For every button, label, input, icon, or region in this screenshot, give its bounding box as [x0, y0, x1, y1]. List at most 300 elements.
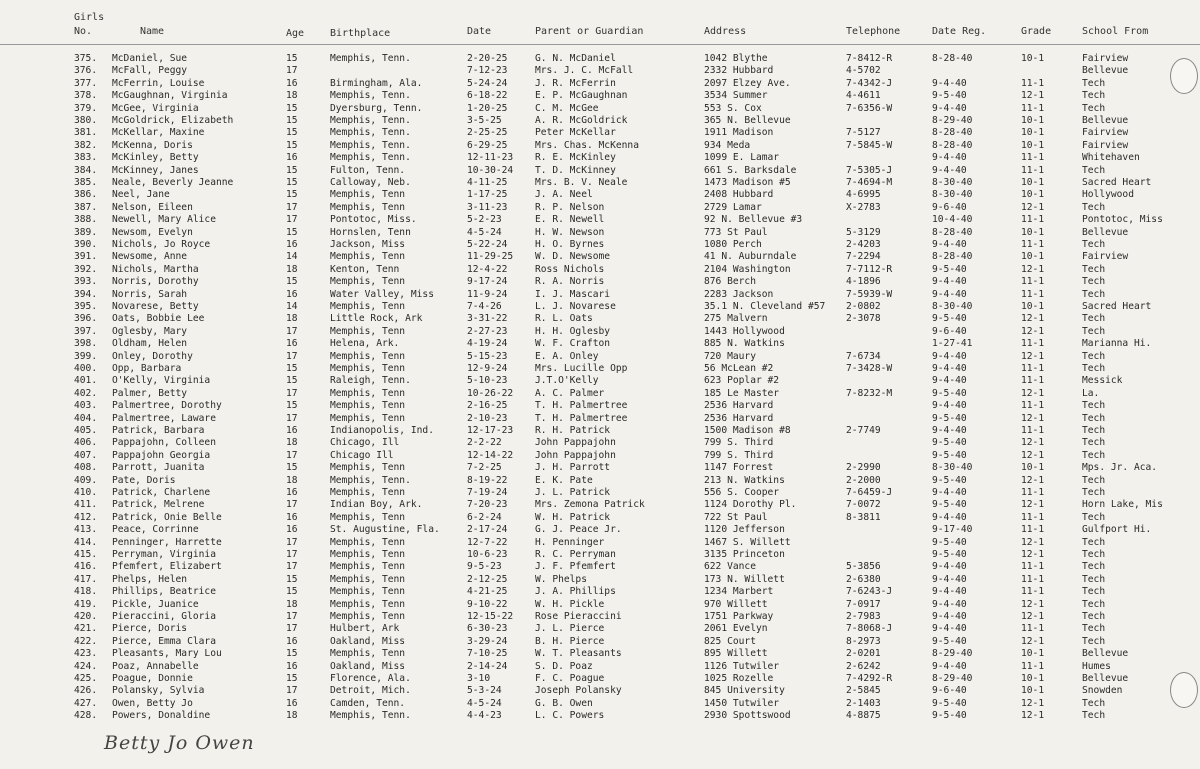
cell-name: Patrick, Charlene [112, 487, 211, 498]
cell-telephone: 7-6356-W [846, 102, 893, 114]
cell-school-from: Tech [1082, 474, 1106, 486]
cell-age: 16 [286, 425, 298, 436]
cell-parent: John Pappajohn [535, 449, 616, 461]
cell-age: 15 [286, 177, 298, 188]
cell-age: 16 [286, 660, 298, 672]
cell-name: Opp, Barbara [112, 363, 182, 374]
cell-telephone: 4-1896 [846, 276, 881, 288]
cell-telephone: 7-5305-J [846, 164, 893, 176]
cell-date: 7-20-23 [467, 499, 508, 511]
table-row [0, 251, 1200, 263]
cell-date: 6-30-23 [467, 623, 508, 635]
cell-date-reg: 9-4-40 [932, 586, 967, 598]
cell-telephone: 2-6380 [846, 573, 881, 585]
cell-parent: W. H. Pickle [535, 598, 605, 610]
cell-number: 402. [74, 387, 98, 399]
cell-date-reg: 9-5-40 [932, 697, 967, 709]
cell-age: 17 [286, 685, 298, 697]
cell-school-from: Tech [1082, 90, 1106, 102]
cell-address: 1120 Jefferson [704, 524, 785, 536]
cell-school-from: Tech [1082, 449, 1106, 461]
cell-parent: R. A. Norris [535, 276, 605, 288]
cell-age: 15 [286, 53, 298, 64]
cell-parent: T. D. McKinney [535, 164, 616, 176]
cell-address: 1443 Hollywood [704, 325, 785, 337]
table-row [0, 648, 1200, 660]
cell-address: 622 Vance [704, 561, 756, 573]
cell-school-from: Tech [1082, 697, 1106, 709]
cell-school-from: Messick [1082, 375, 1123, 387]
cell-telephone: 2-4203 [846, 239, 881, 250]
cell-grade: 12-1 [1021, 536, 1045, 548]
cell-date: 12-9-24 [467, 363, 508, 374]
cell-birthplace: Florence, Ala. [330, 673, 411, 684]
cell-number: 425. [74, 673, 98, 684]
cell-parent: R. C. Perryman [535, 549, 616, 560]
cell-name: Neel, Jane [112, 189, 170, 201]
cell-telephone: 4-5702 [846, 65, 881, 77]
table-row [0, 127, 1200, 139]
header-no: No. [74, 26, 93, 37]
cell-date: 3-29-24 [467, 635, 508, 647]
table-row [0, 512, 1200, 524]
cell-date: 6-29-25 [467, 139, 508, 151]
cell-date-reg: 9-5-40 [932, 90, 967, 102]
cell-date-reg: 9-5-40 [932, 313, 967, 325]
cell-date: 3-11-23 [467, 201, 508, 213]
cell-birthplace: Birmingham, Ala. [330, 77, 423, 89]
cell-number: 420. [74, 611, 98, 622]
cell-birthplace: Memphis, Tenn [330, 487, 406, 498]
cell-age: 15 [286, 462, 298, 474]
cell-address: 825 Court [704, 635, 756, 647]
cell-birthplace: Oakland, Miss [330, 660, 406, 672]
cell-birthplace: Memphis, Tenn [330, 598, 406, 610]
cell-school-from: Tech [1082, 325, 1106, 337]
cell-telephone: 7-2294 [846, 251, 881, 263]
cell-date: 9-17-24 [467, 276, 508, 288]
cell-date: 5-2-23 [467, 214, 502, 226]
cell-number: 381. [74, 127, 98, 139]
cell-grade: 11-1 [1021, 363, 1045, 374]
cell-birthplace: Memphis, Tenn [330, 648, 406, 660]
cell-grade: 12-1 [1021, 387, 1045, 399]
cell-date: 3-5-25 [467, 115, 502, 126]
cell-date: 7-10-25 [467, 648, 508, 660]
cell-parent: J. L. Patrick [535, 487, 611, 498]
cell-name: Parrott, Juanita [112, 462, 205, 474]
cell-number: 378. [74, 90, 98, 102]
table-row [0, 363, 1200, 375]
cell-birthplace: Memphis, Tenn [330, 573, 406, 585]
cell-name: Nelson, Eileen [112, 201, 193, 213]
cell-grade: 12-1 [1021, 437, 1045, 449]
cell-school-from: Tech [1082, 263, 1106, 275]
cell-name: McKinney, Janes [112, 164, 199, 176]
cell-telephone: 7-3428-W [846, 363, 893, 374]
signature: Betty Jo Owen [104, 732, 255, 754]
cell-parent: E. R. Newell [535, 214, 605, 226]
table-row [0, 425, 1200, 437]
table-row [0, 599, 1200, 611]
cell-age: 17 [286, 549, 298, 560]
cell-birthplace: Memphis, Tenn [330, 611, 406, 622]
header-grade: Grade [1021, 26, 1052, 37]
cell-number: 377. [74, 77, 98, 89]
cell-number: 416. [74, 561, 98, 573]
cell-school-from: Tech [1082, 288, 1106, 300]
cell-grade: 12-1 [1021, 313, 1045, 325]
cell-address: 2408 Hubbard [704, 189, 774, 201]
cell-date-reg: 9-5-40 [932, 536, 967, 548]
table-row [0, 189, 1200, 201]
cell-birthplace: Kenton, Tenn [330, 263, 400, 275]
cell-name: Pierce, Emma Clara [112, 635, 216, 647]
cell-date-reg: 9-5-40 [932, 710, 967, 722]
cell-parent: Joseph Polansky [535, 685, 622, 697]
cell-date: 12-17-23 [467, 425, 514, 436]
cell-school-from: Tech [1082, 536, 1106, 548]
cell-birthplace: Memphis, Tenn. [330, 139, 411, 151]
table-row [0, 301, 1200, 313]
cell-birthplace: Indian Boy, Ark. [330, 499, 423, 511]
cell-school-from: Tech [1082, 586, 1106, 598]
cell-name: Nichols, Martha [112, 263, 199, 275]
cell-parent: J. L. Pierce [535, 623, 605, 635]
cell-age: 15 [286, 115, 298, 126]
header-parent: Parent or Guardian [535, 26, 644, 37]
cell-number: 389. [74, 226, 98, 238]
cell-parent: S. D. Poaz [535, 660, 593, 672]
cell-parent: A. R. McGoldrick [535, 115, 628, 126]
cell-name: McGoldrick, Elizabeth [112, 115, 234, 126]
cell-grade: 12-1 [1021, 350, 1045, 362]
cell-name: Palmertree, Dorothy [112, 400, 222, 412]
table-row [0, 264, 1200, 276]
cell-date: 5-15-23 [467, 350, 508, 362]
cell-number: 386. [74, 189, 98, 201]
cell-telephone: 7-7112-R [846, 263, 893, 275]
cell-date: 3-31-22 [467, 313, 508, 325]
cell-age: 15 [286, 673, 298, 684]
cell-grade: 10-1 [1021, 127, 1045, 139]
cell-address: 41 N. Auburndale [704, 251, 797, 263]
cell-telephone: 7-6459-J [846, 487, 893, 498]
cell-date-reg: 9-4-40 [932, 363, 967, 374]
cell-name: McKellar, Maxine [112, 127, 205, 139]
header-girls: Girls [74, 12, 105, 23]
cell-parent: Ross Nichols [535, 263, 605, 275]
cell-address: 1473 Madison #5 [704, 177, 791, 188]
cell-name: Pierce, Doris [112, 623, 188, 635]
table-row [0, 400, 1200, 412]
cell-date: 6-2-24 [467, 511, 502, 523]
cell-parent: Mrs. B. V. Neale [535, 177, 628, 188]
cell-date-reg: 8-30-40 [932, 462, 973, 474]
cell-number: 379. [74, 102, 98, 114]
cell-date: 11-29-25 [467, 251, 514, 263]
table-row [0, 152, 1200, 164]
cell-age: 16 [286, 511, 298, 523]
cell-name: Palmertree, Laware [112, 412, 216, 424]
cell-grade: 10-1 [1021, 673, 1045, 684]
cell-school-from: Mps. Jr. Aca. [1082, 462, 1158, 474]
cell-parent: Peter McKellar [535, 127, 616, 139]
cell-school-from: Tech [1082, 598, 1106, 610]
cell-number: 418. [74, 586, 98, 598]
cell-date-reg: 9-4-40 [932, 239, 967, 250]
cell-number: 410. [74, 487, 98, 498]
cell-address: 3534 Summer [704, 90, 768, 102]
cell-name: Pieraccini, Gloria [112, 611, 216, 622]
cell-number: 383. [74, 152, 98, 164]
cell-parent: G. J. Peace Jr. [535, 524, 622, 536]
cell-birthplace: Helena, Ark. [330, 338, 400, 350]
cell-address: 1147 Forrest [704, 462, 774, 474]
cell-date-reg: 9-6-40 [932, 325, 967, 337]
cell-telephone: 7-8068-J [846, 623, 893, 635]
cell-school-from: Fairview [1082, 251, 1129, 263]
cell-age: 17 [286, 611, 298, 622]
cell-parent: A. C. Palmer [535, 387, 605, 399]
cell-date-reg: 8-28-40 [932, 127, 973, 139]
cell-date-reg: 9-5-40 [932, 387, 967, 399]
cell-number: 415. [74, 549, 98, 560]
cell-address: 365 N. Bellevue [704, 115, 791, 126]
cell-grade: 11-1 [1021, 623, 1045, 635]
cell-address: 885 N. Watkins [704, 338, 785, 350]
header-birthplace: Birthplace [330, 28, 391, 39]
cell-birthplace: Memphis, Tenn [330, 189, 406, 201]
cell-name: Pappajohn, Colleen [112, 437, 216, 449]
cell-telephone: 2-0802 [846, 301, 881, 312]
table-row [0, 177, 1200, 189]
cell-birthplace: Memphis, Tenn. [330, 53, 411, 64]
table-row [0, 450, 1200, 462]
cell-school-from: Tech [1082, 350, 1106, 362]
cell-name: Perryman, Virginia [112, 549, 216, 560]
cell-grade: 10-1 [1021, 177, 1045, 188]
cell-school-from: Pontotoc, Miss [1082, 214, 1163, 226]
cell-parent: R. E. McKinley [535, 152, 616, 164]
cell-number: 406. [74, 437, 98, 449]
cell-date-reg: 8-28-40 [932, 139, 973, 151]
cell-telephone: 7-4292-R [846, 673, 893, 684]
cell-date: 2-10-23 [467, 412, 508, 424]
cell-parent: J. R. McFerrin [535, 77, 616, 89]
cell-grade: 11-1 [1021, 152, 1045, 164]
cell-date: 2-25-25 [467, 127, 508, 139]
cell-parent: John Pappajohn [535, 437, 616, 449]
cell-name: Polansky, Sylvia [112, 685, 205, 697]
cell-date-reg: 9-4-40 [932, 511, 967, 523]
cell-name: O'Kelly, Virginia [112, 375, 211, 387]
cell-date-reg: 8-28-40 [932, 251, 973, 263]
cell-name: Pappajohn Georgia [112, 449, 211, 461]
cell-name: Newsome, Anne [112, 251, 188, 263]
header-address: Address [704, 26, 747, 37]
cell-telephone: 2-7983 [846, 611, 881, 622]
cell-number: 395. [74, 301, 98, 312]
table-row [0, 623, 1200, 635]
cell-date: 5-3-24 [467, 685, 502, 697]
cell-school-from: Tech [1082, 412, 1106, 424]
cell-school-from: Humes [1082, 660, 1111, 672]
table-row [0, 202, 1200, 214]
cell-number: 382. [74, 139, 98, 151]
table-row [0, 313, 1200, 325]
cell-date: 4-4-23 [467, 710, 502, 722]
cell-age: 16 [286, 338, 298, 350]
cell-parent: J. A. Neel [535, 189, 593, 201]
table-row [0, 487, 1200, 499]
cell-name: Palmer, Betty [112, 387, 188, 399]
cell-birthplace: Memphis, Tenn [330, 201, 406, 213]
cell-number: 376. [74, 65, 98, 77]
cell-parent: G. N. McDaniel [535, 53, 616, 64]
cell-age: 15 [286, 102, 298, 114]
cell-name: Oats, Bobbie Lee [112, 313, 205, 325]
cell-number: 403. [74, 400, 98, 412]
cell-grade: 10-1 [1021, 301, 1045, 312]
cell-address: 556 S. Cooper [704, 487, 780, 498]
cell-school-from: Tech [1082, 710, 1106, 722]
cell-parent: J.T.O'Kelly [535, 375, 599, 387]
cell-grade: 11-1 [1021, 487, 1045, 498]
cell-grade: 12-1 [1021, 474, 1045, 486]
cell-date: 5-22-24 [467, 239, 508, 250]
cell-birthplace: Memphis, Tenn. [330, 90, 411, 102]
cell-number: 405. [74, 425, 98, 436]
table-row [0, 326, 1200, 338]
cell-date: 2-16-25 [467, 400, 508, 412]
cell-address: 1025 Rozelle [704, 673, 774, 684]
cell-address: 2729 Lamar [704, 201, 762, 213]
cell-name: McDaniel, Sue [112, 53, 188, 64]
cell-birthplace: Memphis, Tenn. [330, 127, 411, 139]
cell-school-from: Tech [1082, 487, 1106, 498]
cell-number: 391. [74, 251, 98, 263]
cell-address: 845 University [704, 685, 785, 697]
cell-grade: 12-1 [1021, 201, 1045, 213]
cell-grade: 11-1 [1021, 164, 1045, 176]
cell-age: 15 [286, 189, 298, 201]
cell-date-reg: 9-4-40 [932, 77, 967, 89]
cell-name: Newsom, Evelyn [112, 226, 193, 238]
cell-address: 623 Poplar #2 [704, 375, 780, 387]
cell-date: 12-15-22 [467, 611, 514, 622]
cell-birthplace: Memphis, Tenn [330, 561, 406, 573]
cell-school-from: Tech [1082, 164, 1106, 176]
cell-address: 173 N. Willett [704, 573, 785, 585]
cell-date: 9-10-22 [467, 598, 508, 610]
cell-number: 419. [74, 598, 98, 610]
cell-age: 15 [286, 127, 298, 139]
header-telephone: Telephone [846, 26, 901, 37]
cell-address: 1080 Perch [704, 239, 762, 250]
cell-grade: 12-1 [1021, 611, 1045, 622]
cell-date-reg: 9-4-40 [932, 288, 967, 300]
cell-number: 424. [74, 660, 98, 672]
cell-parent: Rose Pieraccini [535, 611, 622, 622]
cell-parent: R. L. Oats [535, 313, 593, 325]
cell-address: 970 Willett [704, 598, 768, 610]
cell-parent: J. H. Parrott [535, 462, 611, 474]
table-row [0, 338, 1200, 350]
cell-parent: I. J. Mascari [535, 288, 611, 300]
cell-parent: W. T. Pleasants [535, 648, 622, 660]
cell-telephone: 2-1403 [846, 697, 881, 709]
cell-age: 14 [286, 251, 298, 263]
cell-date: 2-14-24 [467, 660, 508, 672]
cell-grade: 10-1 [1021, 251, 1045, 263]
cell-number: 398. [74, 338, 98, 350]
table-row [0, 499, 1200, 511]
cell-telephone: 4-4611 [846, 90, 881, 102]
cell-grade: 12-1 [1021, 263, 1045, 275]
cell-parent: H. H. Oglesby [535, 325, 611, 337]
cell-date-reg: 9-4-40 [932, 425, 967, 436]
cell-date-reg: 9-4-40 [932, 400, 967, 412]
cell-date-reg: 9-4-40 [932, 375, 967, 387]
cell-school-from: Bellevue [1082, 65, 1129, 77]
cell-number: 401. [74, 375, 98, 387]
cell-school-from: Tech [1082, 363, 1106, 374]
header-date: Date [467, 26, 492, 37]
cell-age: 17 [286, 623, 298, 635]
cell-name: Patrick, Onie Belle [112, 511, 222, 523]
cell-number: 408. [74, 462, 98, 474]
cell-date: 12-7-22 [467, 536, 508, 548]
table-row [0, 574, 1200, 586]
cell-grade: 12-1 [1021, 90, 1045, 102]
cell-age: 15 [286, 363, 298, 374]
table-row [0, 710, 1200, 722]
table-row [0, 214, 1200, 226]
cell-birthplace: Memphis, Tenn [330, 536, 406, 548]
cell-date: 11-9-24 [467, 288, 508, 300]
cell-birthplace: Memphis, Tenn [330, 325, 406, 337]
cell-birthplace: Memphis, Tenn [330, 412, 406, 424]
cell-parent: R. P. Nelson [535, 201, 605, 213]
cell-parent: J. A. Phillips [535, 586, 616, 598]
cell-school-from: Tech [1082, 549, 1106, 560]
cell-address: 3135 Princeton [704, 549, 785, 560]
cell-birthplace: Hulbert, Ark [330, 623, 400, 635]
table-row [0, 549, 1200, 561]
cell-school-from: Marianna Hi. [1082, 338, 1152, 350]
table-row [0, 115, 1200, 127]
cell-address: 1099 E. Lamar [704, 152, 780, 164]
cell-parent: C. M. McGee [535, 102, 599, 114]
cell-date-reg: 9-4-40 [932, 573, 967, 585]
cell-address: 1126 Tutwiler [704, 660, 780, 672]
cell-date-reg: 9-5-40 [932, 412, 967, 424]
cell-grade: 12-1 [1021, 635, 1045, 647]
cell-address: 2536 Harvard [704, 412, 774, 424]
cell-birthplace: Memphis, Tenn [330, 350, 406, 362]
cell-address: 35.1 N. Cleveland #57 [704, 301, 826, 312]
table-row [0, 462, 1200, 474]
cell-date: 2-2-22 [467, 437, 502, 449]
cell-birthplace: Memphis, Tenn [330, 276, 406, 288]
cell-age: 17 [286, 325, 298, 337]
cell-school-from: Tech [1082, 239, 1106, 250]
cell-date-reg: 9-4-40 [932, 350, 967, 362]
cell-address: 1234 Marbert [704, 586, 774, 598]
cell-parent: L. J. Novarese [535, 301, 616, 312]
cell-name: Phillips, Beatrice [112, 586, 216, 598]
